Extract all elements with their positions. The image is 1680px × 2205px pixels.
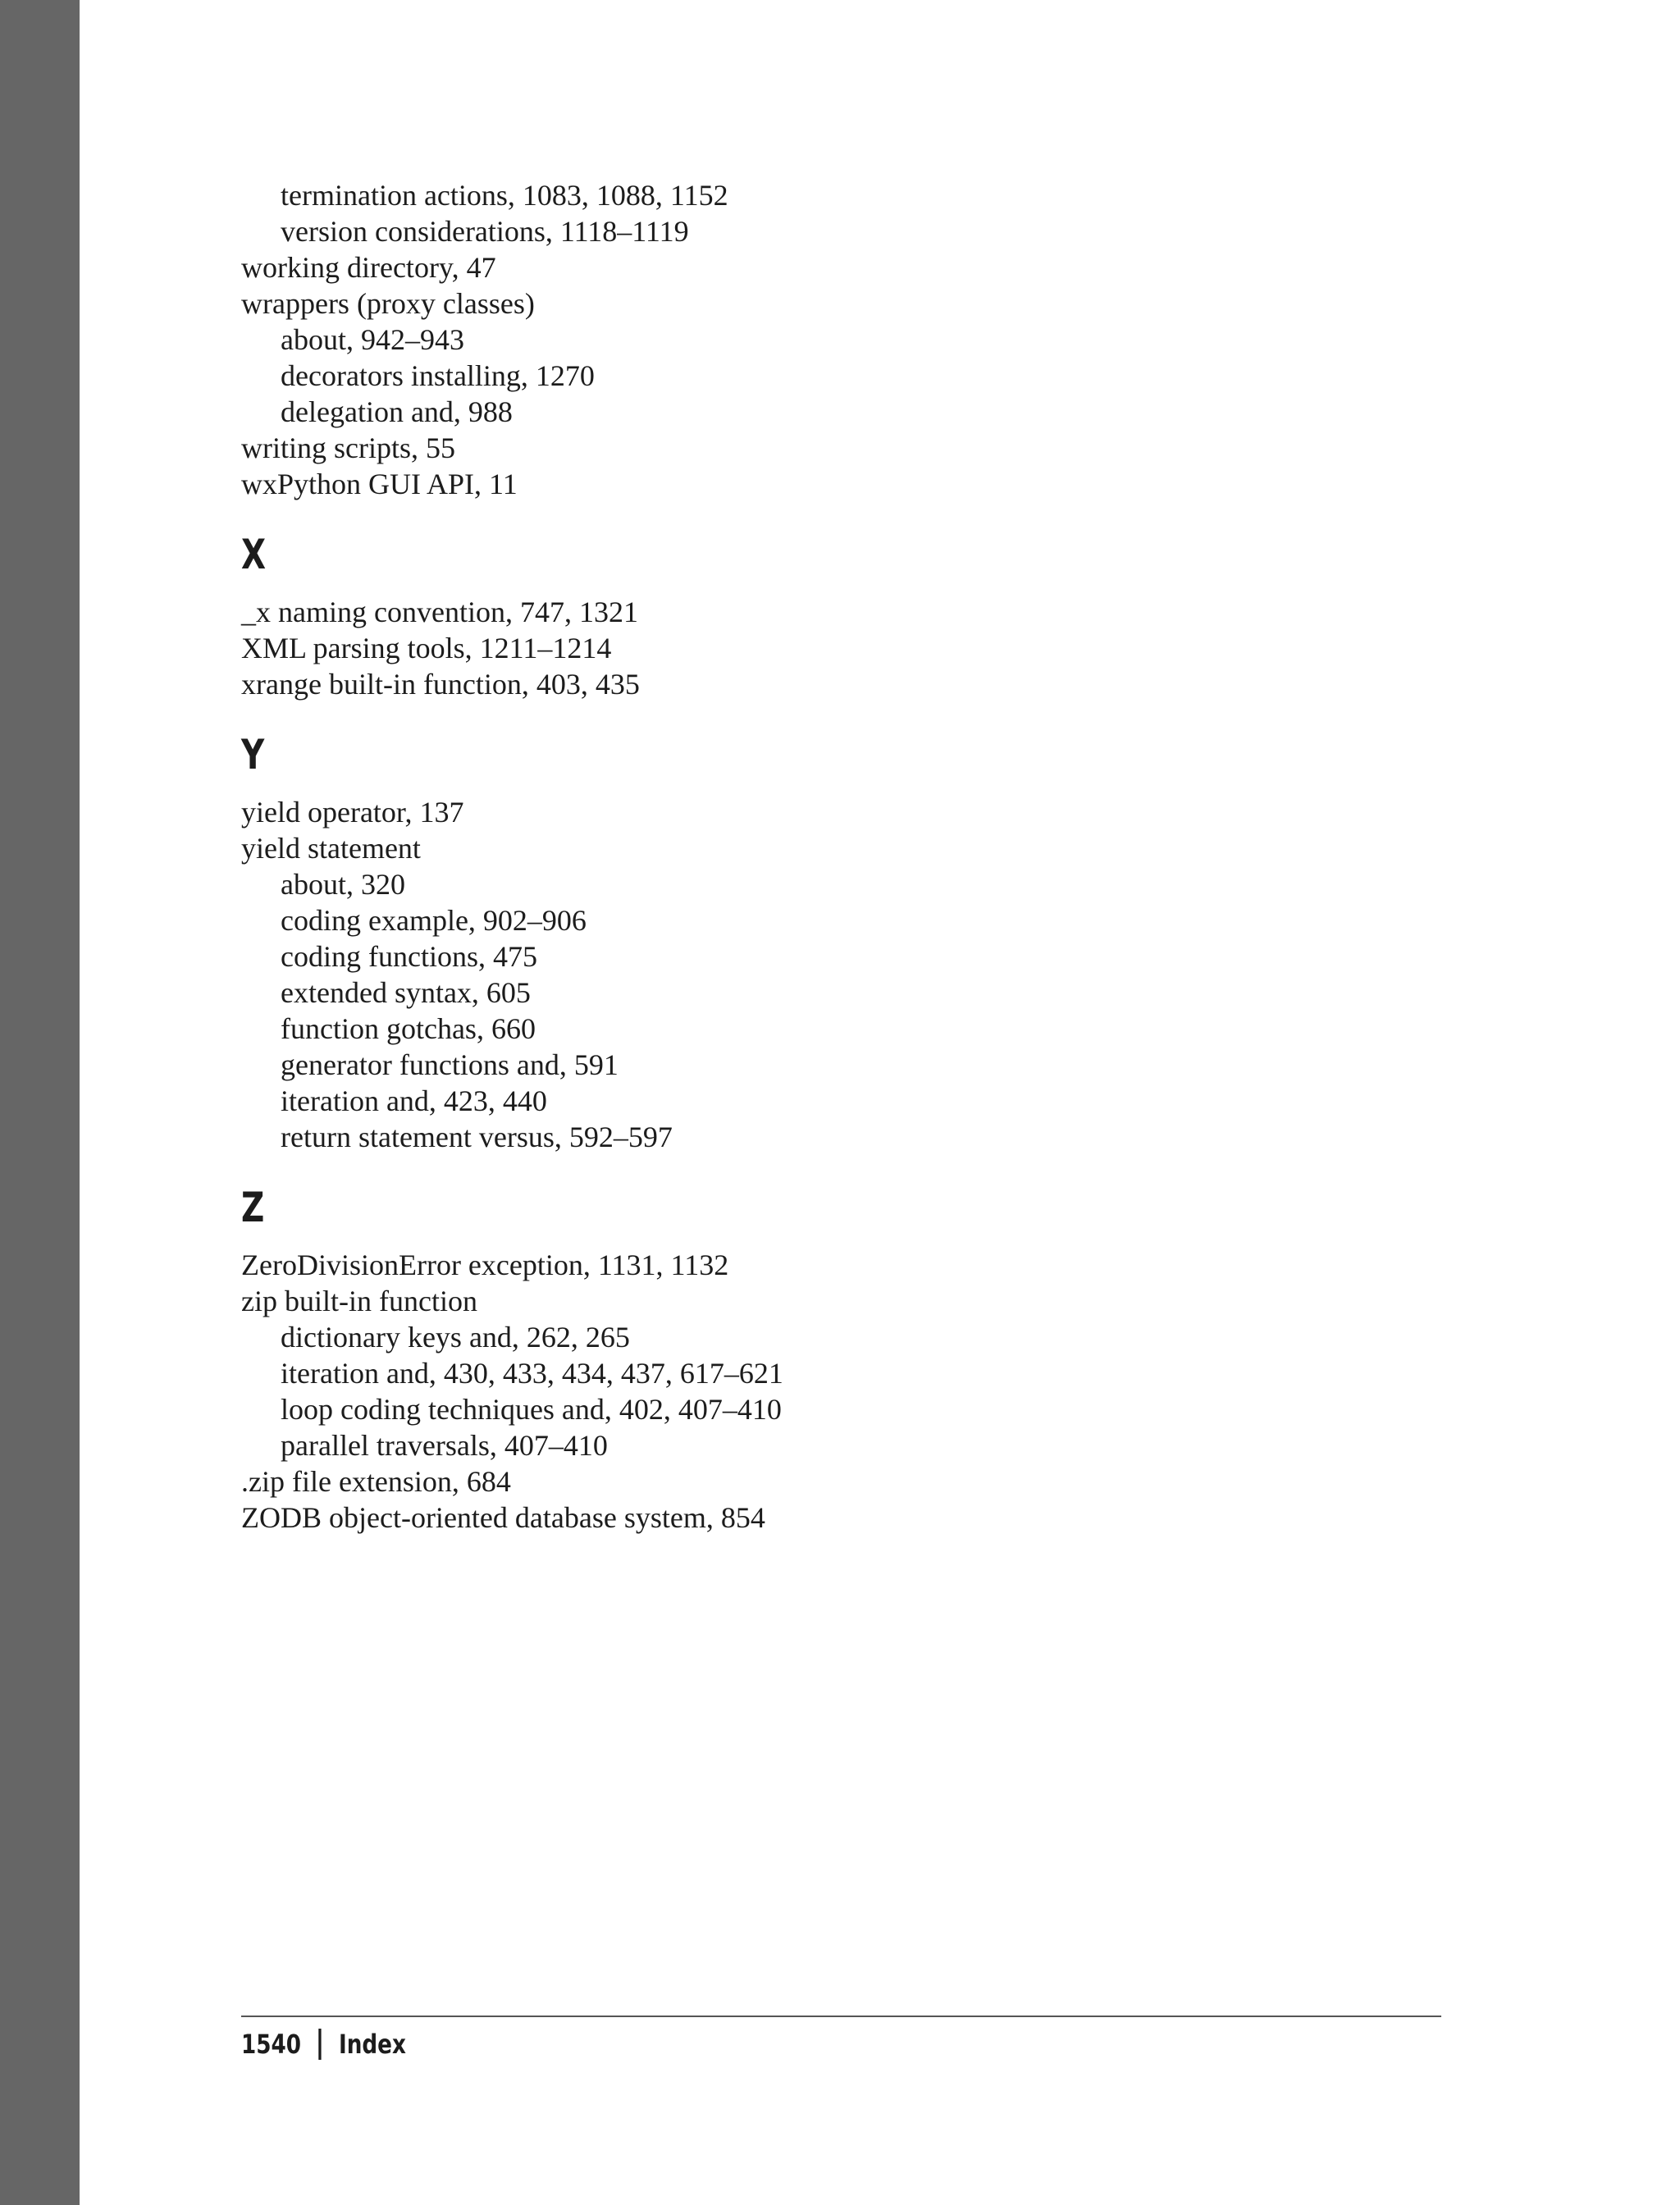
- index-continued-entries: [241, 177, 1431, 502]
- index-entry: wxPython GUI API, 11: [241, 468, 518, 500]
- index-entry: .zip file extension, 684: [241, 1465, 511, 1498]
- page-footer: [241, 2026, 406, 2062]
- index-subentry: generator functions and, 591: [281, 1048, 619, 1081]
- index-subentry: coding example, 902–906: [281, 904, 587, 937]
- index-entry: writing scripts, 55: [241, 431, 455, 464]
- index-subentry: about, 320: [281, 868, 405, 901]
- index-subentry: coding functions, 475: [281, 940, 537, 973]
- index-subentry: loop coding techniques and, 402, 407–410: [281, 1393, 782, 1426]
- index-entry: _x naming convention, 747, 1321: [241, 596, 638, 628]
- index-section-y: [241, 730, 1431, 1155]
- section-letter-heading: Y: [241, 731, 265, 778]
- index-subentry: iteration and, 430, 433, 434, 437, 617–621: [281, 1357, 783, 1390]
- footer-section-title: Index: [338, 2029, 406, 2060]
- index-subentry: dictionary keys and, 262, 265: [281, 1321, 630, 1354]
- index-subentry: extended syntax, 605: [281, 976, 531, 1009]
- index-content: [241, 177, 1431, 1536]
- index-subentry: iteration and, 423, 440: [281, 1084, 547, 1117]
- index-subentry: return statement versus, 592–597: [281, 1121, 673, 1153]
- index-subentry: decorators installing, 1270: [281, 359, 595, 392]
- section-letter-heading: X: [241, 531, 267, 578]
- index-entry: xrange built-in function, 403, 435: [241, 668, 640, 701]
- index-section-x: [241, 530, 1431, 702]
- footer-rule: [241, 2016, 1441, 2017]
- page-edge-band: [0, 0, 80, 2205]
- index-section-z: [241, 1183, 1431, 1536]
- index-entry: XML parsing tools, 1211–1214: [241, 632, 612, 664]
- index-subentry: about, 942–943: [281, 323, 464, 356]
- index-subentry: delegation and, 988: [281, 395, 513, 428]
- index-subentry: parallel traversals, 407–410: [281, 1429, 608, 1462]
- index-subentry: function gotchas, 660: [281, 1012, 536, 1045]
- index-subentry: termination actions, 1083, 1088, 1152: [281, 179, 728, 212]
- index-subentry: version considerations, 1118–1119: [281, 215, 689, 248]
- page-number: 1540: [241, 2029, 302, 2060]
- index-entry: working directory, 47: [241, 251, 496, 284]
- index-entry: ZODB object-oriented database system, 854: [241, 1501, 765, 1534]
- index-entry: wrappers (proxy classes): [241, 287, 535, 320]
- section-letter-heading: Z: [241, 1184, 265, 1231]
- index-entry: yield operator, 137: [241, 796, 464, 829]
- index-entry: ZeroDivisionError exception, 1131, 1132: [241, 1249, 729, 1281]
- index-entry: zip built-in function: [241, 1285, 477, 1317]
- index-entry: yield statement: [241, 832, 421, 865]
- footer-separator: [318, 2029, 321, 2060]
